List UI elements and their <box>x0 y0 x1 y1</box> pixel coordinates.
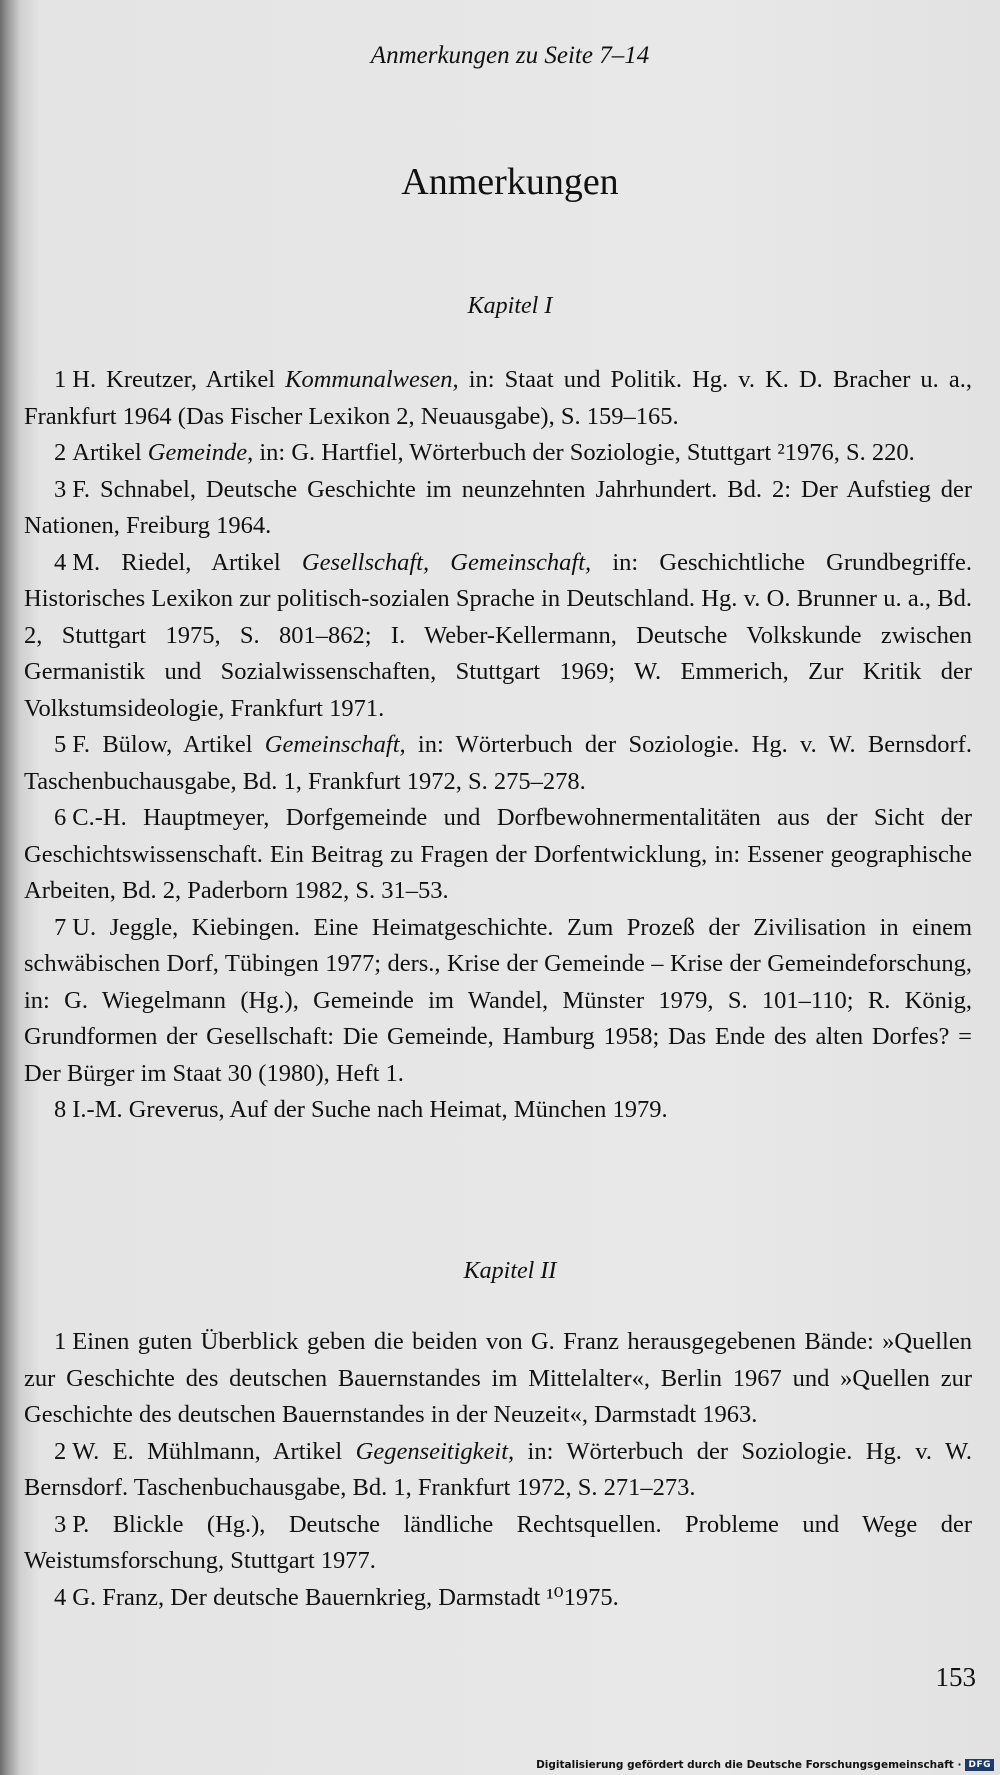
page-title: Anmerkungen <box>401 161 619 203</box>
note: 3 P. Blickle (Hg.), Deutsche ländliche Rechtsquellen. Probleme und Wege der Weistumsforschung, Stuttgart 1977. <box>24 1510 972 1574</box>
digitization-footer <box>536 1759 994 1771</box>
note: 1 H. Kreutzer, Artikel Kommunalwesen, in: Staat und Politik. Hg. v. K. D. Bracher u. a., Frankfurt 1964 (Das Fischer Lexikon 2, Neuausgabe), S. 159–165. <box>24 366 972 430</box>
note: 4 M. Riedel, Artikel Gesellschaft, Gemeinschaft, in: Geschichtliche Grundbegriffe. Historisches Lexikon zur politisch-sozialen Sprache in Deutschland. Hg. v. O. Brunner u. a., Bd. 2, Stuttgart 1975, S. 801–862; I. Weber-Kellermann, Deutsche Volkskunde zwischen Germanistik und Sozialwissenschaften, Stuttgart 1969; W. Emmerich, Zur Kritik der Volkstumsideologie, Frankfurt 1971. <box>24 548 972 722</box>
notes-chapter-2 <box>24 1324 972 1616</box>
note: 5 F. Bülow, Artikel Gemeinschaft, in: Wörterbuch der Soziologie. Hg. v. W. Bernsdorf. Taschenbuchausgabe, Bd. 1, Frankfurt 1972, S. 275–278. <box>24 731 972 795</box>
page-number: 153 <box>935 1662 976 1692</box>
dfg-logo-icon: DFG <box>965 1759 994 1771</box>
note: 1 Einen guten Überblick geben die beiden von G. Franz herausgegebenen Bände: »Quellen zur Geschichte des deutschen Bauernstandes im Mittelalter«, Berlin 1967 und »Quellen zur Geschichte des deutschen Bauernstandes in der Neuzeit«, Darmstadt 1963. <box>24 1328 972 1428</box>
running-head: Anmerkungen zu Seite 7–14 <box>370 42 650 69</box>
note: 4 G. Franz, Der deutsche Bauernkrieg, Darmstadt ¹⁰1975. <box>54 1583 619 1611</box>
notes-chapter-1 <box>24 362 972 1129</box>
chapter-heading-1: Kapitel I <box>467 293 553 319</box>
chapter-heading-2: Kapitel II <box>463 1258 557 1284</box>
note: 2 W. E. Mühlmann, Artikel Gegenseitigkeit, in: Wörterbuch der Soziologie. Hg. v. W. Bernsdorf. Taschenbuchausgabe, Bd. 1, Frankfurt 1972, S. 271–273. <box>24 1437 972 1501</box>
note: 8 I.-M. Greverus, Auf der Suche nach Heimat, München 1979. <box>54 1096 668 1123</box>
note: 2 Artikel Gemeinde, in: G. Hartfiel, Wörterbuch der Soziologie, Stuttgart ²1976, S. 220. <box>54 439 915 466</box>
note: 6 C.-H. Hauptmeyer, Dorfgemeinde und Dorfbewohnermentalitäten aus der Sicht der Geschichtswissenschaft. Ein Beitrag zu Fragen der Dorfentwicklung, in: Essener geographische Arbeiten, Bd. 2, Paderborn 1982, S. 31–53. <box>24 804 972 904</box>
note: 3 F. Schnabel, Deutsche Geschichte im neunzehnten Jahrhundert. Bd. 2: Der Aufstieg der Nationen, Freiburg 1964. <box>24 475 972 539</box>
footer-text: Digitalisierung gefördert durch die Deutsche Forschungsgemeinschaft · <box>536 1759 962 1771</box>
note: 7 U. Jeggle, Kiebingen. Eine Heimatgeschichte. Zum Prozeß der Zivilisation in einem schwäbischen Dorf, Tübingen 1977; ders., Krise der Gemeinde – Krise der Gemeindeforschung, in: G. Wiegelmann (Hg.), Gemeinde im Wandel, Münster 1979, S. 101–110; R. König, Grundformen der Gesellschaft: Die Gemeinde, Hamburg 1958; Das Ende des alten Dorfes? = Der Bürger im Staat 30 (1980), Heft 1. <box>24 913 972 1087</box>
